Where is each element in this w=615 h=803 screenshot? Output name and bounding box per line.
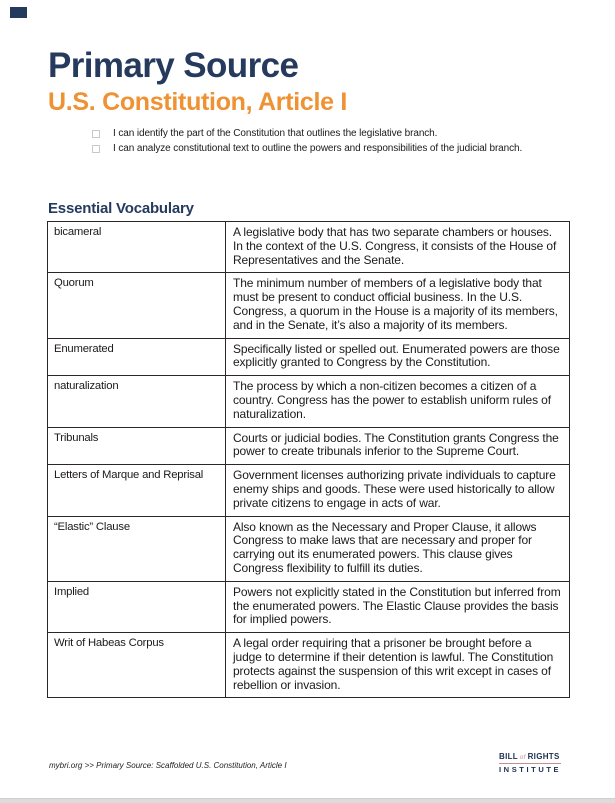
vocab-term-cell: Enumerated — [48, 338, 226, 376]
objective-item — [92, 143, 558, 156]
vocab-definition-cell: Courts or judicial bodies. The Constitution grants Congress the power to create tribunals inferior to the Supreme Court. — [226, 427, 570, 465]
logo-word-rights: RIGHTS — [527, 752, 560, 761]
table-row — [48, 273, 570, 338]
logo-institute-line: INSTITUTE — [499, 764, 562, 774]
page-subtitle: U.S. Constitution, Article I — [48, 88, 348, 116]
vocab-definition-cell: Also known as the Necessary and Proper Clause, it allows Congress to make laws that are necessary and proper for carrying out its enumerated powers. This clause gives Congress flexibility to fulfill its duties. — [226, 516, 570, 581]
table-row — [48, 633, 570, 698]
vocab-term-cell: Tribunals — [48, 427, 226, 465]
footer-source-line: mybri.org >> Primary Source: Scaffolded U.S. Constitution, Article I — [49, 761, 287, 770]
vocab-term-cell: Quorum — [48, 273, 226, 338]
table-row — [48, 338, 570, 376]
vocabulary-table — [47, 221, 570, 698]
checkbox-icon — [92, 145, 100, 153]
bill-of-rights-institute-logo — [499, 753, 561, 774]
page-corner-mark — [10, 7, 27, 18]
vocab-definition-cell: A legislative body that has two separate chambers or houses. In the context of the U.S. Congress, it consists of the House of Representatives and the Senate. — [226, 222, 570, 273]
vocab-definition-cell: Government licenses authorizing private individuals to capture enemy ships and goods. These were used historically to allow private citizens to engage in acts of war. — [226, 465, 570, 516]
logo-word-bill: BILL — [499, 752, 518, 761]
vocab-term-cell: naturalization — [48, 376, 226, 427]
objectives-list — [92, 128, 558, 157]
table-row — [48, 427, 570, 465]
vocab-definition-cell: Specifically listed or spelled out. Enumerated powers are those explicitly granted to Congress by the Constitution. — [226, 338, 570, 376]
vocab-term-cell: bicameral — [48, 222, 226, 273]
table-row — [48, 516, 570, 581]
vocab-term-cell: Writ of Habeas Corpus — [48, 633, 226, 698]
objective-text: I can identify the part of the Constitution that outlines the legislative branch. — [113, 128, 438, 139]
checkbox-icon — [92, 130, 100, 138]
vocab-definition-cell: A legal order requiring that a prisoner be brought before a judge to determine if their detention is lawful. The Constitution protects against the suspension of this writ except in cases of rebellion or invasion. — [226, 633, 570, 698]
table-row — [48, 222, 570, 273]
logo-word-of: of — [519, 755, 526, 761]
objective-text: I can analyze constitutional text to outline the powers and responsibilities of the judicial branch. — [113, 142, 523, 154]
page-bottom-edge — [0, 798, 615, 803]
logo-top-line — [499, 753, 561, 764]
vocab-definition-cell: The process by which a non-citizen becomes a citizen of a country. Congress has the power to establish uniform rules of naturalization. — [226, 376, 570, 427]
objective-item — [92, 128, 558, 141]
table-row — [48, 465, 570, 516]
table-row — [48, 376, 570, 427]
vocab-term-cell: “Elastic” Clause — [48, 516, 226, 581]
vocab-term-cell: Letters of Marque and Reprisal — [48, 465, 226, 516]
vocab-definition-cell: The minimum number of members of a legislative body that must be present to conduct official business. In the U.S. Congress, a quorum in the House is a majority of its members, and in the Senate, it’s also a majority of its members. — [226, 273, 570, 338]
page-title: Primary Source — [48, 46, 299, 85]
vocab-definition-cell: Powers not explicitly stated in the Constitution but inferred from the enumerated powers. The Elastic Clause provides the basis for implied powers. — [226, 581, 570, 632]
vocab-term-cell: Implied — [48, 581, 226, 632]
table-row — [48, 581, 570, 632]
vocabulary-heading: Essential Vocabulary — [48, 200, 194, 217]
